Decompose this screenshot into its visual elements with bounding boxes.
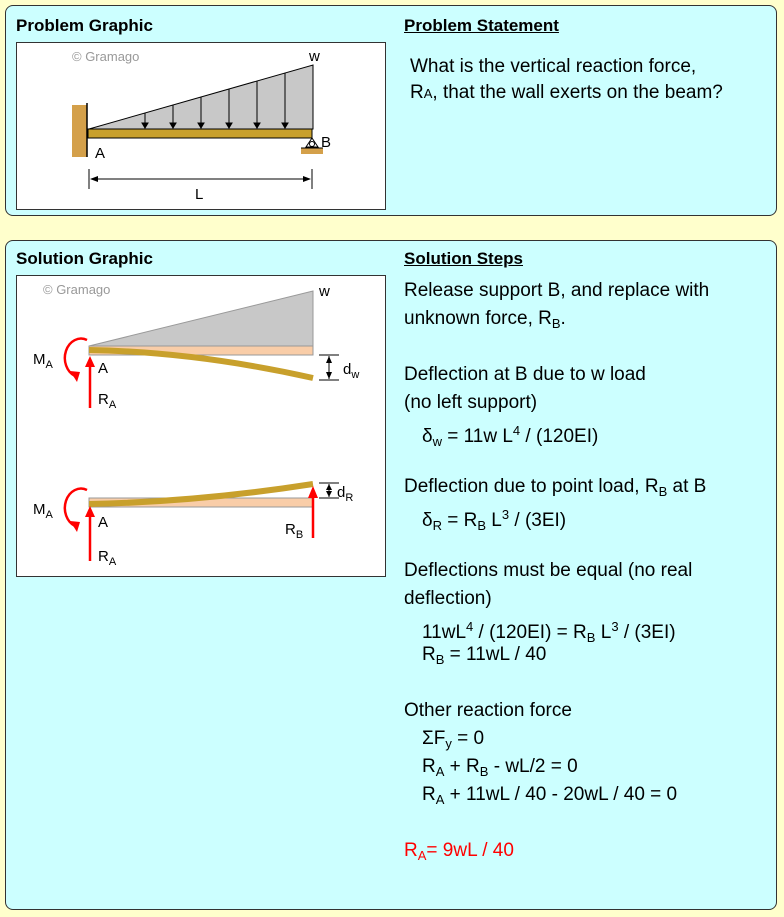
ra-r-lower: R: [98, 548, 109, 565]
step-3a: [404, 473, 774, 501]
s4c-sup: 4: [466, 619, 474, 634]
s5d-post: + 11wL / 40 - 20wL / 40 = 0: [444, 784, 678, 805]
dim-arrow-right: [303, 176, 311, 182]
dr-d: d: [337, 484, 346, 501]
moment-arrow-upper: [65, 339, 87, 376]
s3b-sub: R: [432, 518, 442, 533]
distributed-load: [89, 291, 313, 346]
s4c-sup2: 3: [611, 619, 619, 634]
s3b-l: L: [486, 510, 502, 531]
label-dw: [343, 361, 359, 381]
step-5d: [404, 781, 774, 809]
step-4b: deflection): [404, 588, 492, 609]
s5c-sub2: B: [479, 764, 489, 779]
s4d-pre: R: [422, 644, 436, 665]
step-1b: [404, 305, 774, 333]
solution-steps-header: Solution Steps: [404, 249, 523, 268]
s4d-post: = 11wL / 40: [444, 644, 547, 665]
label-dw-d: d: [343, 361, 352, 378]
step-2a: Deflection at B due to w load: [404, 364, 646, 385]
s5d-pre: R: [422, 784, 436, 805]
s1b-post: .: [560, 308, 566, 329]
label-w: w: [309, 48, 320, 65]
moment-arrow-lower: [65, 489, 87, 526]
label-a-upper: A: [98, 360, 109, 377]
solution-figure: [16, 275, 386, 577]
s1b-pre: unknown force, R: [404, 308, 552, 329]
ma-m: M: [33, 351, 46, 368]
s5c-pre: R: [422, 756, 436, 777]
label-w: w: [319, 283, 330, 300]
statement-a-sub: A: [423, 86, 433, 101]
solution-steps: [404, 277, 774, 865]
problem-panel: [5, 5, 777, 216]
ra-arrowhead-upper: [85, 356, 95, 367]
s3b-delta: δ: [422, 510, 433, 531]
s2c-sup: 4: [512, 423, 521, 438]
ma-sub-lower: A: [45, 509, 53, 521]
dr-arrow-bottom: [326, 491, 332, 497]
wall: [72, 105, 87, 157]
ra-arrowhead-lower: [85, 506, 95, 517]
step-3b: [404, 501, 774, 533]
label-dr: [337, 484, 353, 504]
statement-r: R: [410, 82, 424, 103]
moment-arrowhead-upper: [70, 371, 80, 382]
s4d-sub: B: [435, 652, 445, 667]
step-4a: Deflections must be equal (no real: [404, 560, 693, 581]
s4c-pre: 11wL: [422, 622, 467, 643]
solution-panel: [5, 240, 777, 910]
s5c-mid: + R: [444, 756, 480, 777]
s4c-mid: / (120EI) = R: [473, 622, 587, 643]
step-2c: [404, 417, 774, 449]
problem-graphic-header: Problem Graphic: [16, 16, 153, 35]
step-5b: [404, 725, 774, 753]
s5c-post: - wL/2 = 0: [488, 756, 578, 777]
problem-figure: [16, 42, 386, 210]
s5c-sub: A: [435, 764, 445, 779]
rb-arrowhead: [308, 486, 318, 498]
label-b: B: [321, 134, 332, 151]
dw-arrow-top: [326, 356, 332, 363]
problem-statement-header: Problem Statement: [404, 16, 559, 35]
ra-sub: A: [108, 399, 117, 411]
label-ma-upper: [33, 351, 54, 371]
statement-rest: , that the wall exerts on the beam?: [432, 82, 723, 103]
ma-sub: A: [45, 359, 53, 371]
s2c-mid: = 11w L: [441, 426, 513, 447]
statement-line-1: What is the vertical reaction force,: [410, 56, 697, 77]
ans-pre: R: [404, 840, 418, 861]
s2c-post: / (120EI): [520, 426, 599, 447]
label-l: L: [195, 186, 204, 203]
ma-m-lower: M: [33, 501, 46, 518]
s3a-pre: Deflection due to point load, R: [404, 476, 659, 497]
dr-arrow-top: [326, 484, 332, 490]
rb-sub: B: [295, 529, 304, 541]
step-5a: Other reaction force: [404, 700, 572, 721]
label-a: A: [95, 145, 106, 162]
step-1a: Release support B, and replace with: [404, 280, 710, 301]
beam: [88, 129, 312, 138]
ra-sub-lower: A: [108, 556, 117, 568]
solution-diagram: [17, 276, 385, 576]
label-rb: [285, 521, 303, 541]
solution-graphic-header: Solution Graphic: [16, 249, 153, 268]
label-ma-lower: [33, 501, 54, 521]
s5d-sub: A: [435, 792, 445, 807]
watermark: © Gramago: [43, 282, 111, 297]
s3b-mid: = R: [441, 510, 478, 531]
s5b-post: = 0: [451, 728, 485, 749]
s3a-sub: B: [658, 484, 668, 499]
statement-line-2: [410, 80, 723, 107]
label-dw-sub: w: [351, 369, 360, 381]
s4c-l: L: [595, 622, 612, 643]
dr-sub: R: [345, 492, 354, 504]
dim-arrow-left: [90, 176, 98, 182]
s5b-pre: ΣF: [422, 728, 446, 749]
watermark: © Gramago: [72, 49, 140, 64]
final-answer: [404, 837, 774, 865]
step-2b: (no left support): [404, 392, 538, 413]
s3b-sub2: B: [477, 518, 487, 533]
ans-post: = 9wL / 40: [426, 840, 514, 861]
s2c-delta: δ: [422, 426, 433, 447]
label-ra-lower: [98, 548, 117, 568]
support-ground: [301, 148, 323, 154]
pin-support: [306, 138, 318, 147]
step-5c: [404, 753, 774, 781]
s2c-sub: w: [432, 434, 442, 449]
s1b-sub: B: [551, 316, 561, 331]
label-a-lower: A: [98, 514, 109, 531]
s3b-post: / (3EI): [509, 510, 567, 531]
pin: [310, 142, 315, 147]
rb-r: R: [285, 521, 296, 538]
s5b-sub: y: [445, 736, 452, 751]
step-4d: [404, 641, 774, 669]
label-ra-upper: [98, 391, 117, 411]
s3b-sup: 3: [501, 507, 510, 522]
problem-diagram: [17, 43, 385, 209]
s4c-post: / (3EI): [618, 622, 676, 643]
problem-statement: [410, 54, 723, 107]
ra-r: R: [98, 391, 109, 408]
ans-sub: A: [417, 848, 427, 863]
moment-arrowhead-lower: [70, 521, 80, 532]
step-4c: [404, 613, 774, 645]
s3a-post: at B: [667, 476, 707, 497]
dw-arrow-bottom: [326, 372, 332, 379]
s4c-sub: B: [586, 630, 596, 645]
